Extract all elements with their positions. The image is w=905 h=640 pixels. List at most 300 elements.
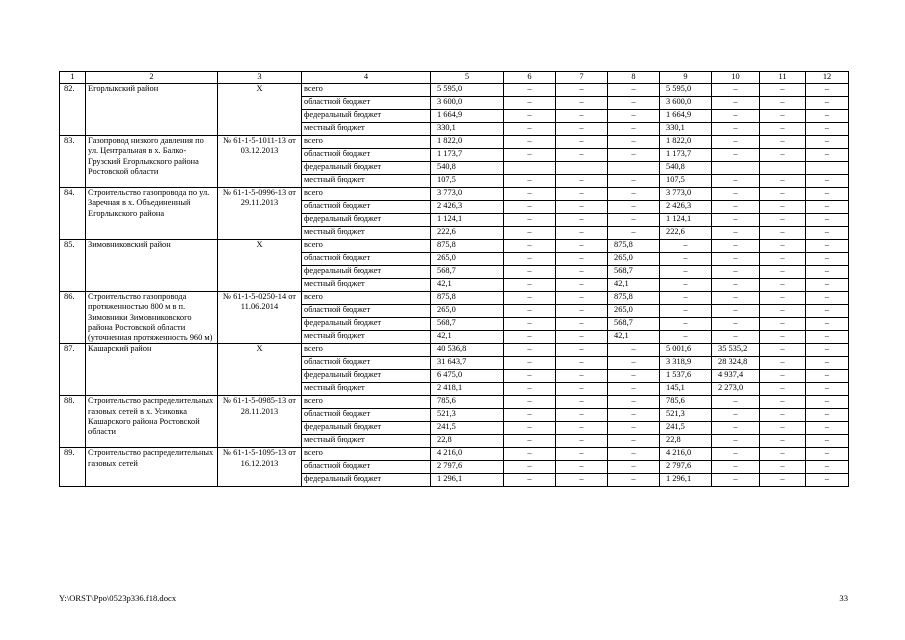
- amount-cell: –: [712, 227, 760, 240]
- footer-file-path: Y:\ORST\Ppo\0523p336.f18.docx: [59, 593, 177, 603]
- funding-source: всего: [302, 136, 431, 149]
- amount-cell: –: [556, 84, 608, 97]
- funding-source: всего: [302, 188, 431, 201]
- header-row: [60, 72, 849, 84]
- amount-cell: –: [760, 97, 806, 110]
- amount-cell: –: [760, 461, 806, 474]
- amount-cell: –: [760, 214, 806, 227]
- amount-cell: –: [806, 474, 849, 487]
- amount-cell: 330,1: [431, 123, 504, 136]
- amount-cell: 265,0: [608, 305, 660, 318]
- amount-cell: 1 822,0: [431, 136, 504, 149]
- amount-cell: –: [608, 175, 660, 188]
- amount-cell: 785,6: [660, 396, 712, 409]
- amount-cell: 265,0: [608, 253, 660, 266]
- amount-cell: 2 797,6: [431, 461, 504, 474]
- document-code: № 61-1-5-0996-13 от 29.11.2013: [218, 188, 302, 240]
- amount-cell: –: [760, 435, 806, 448]
- amount-cell: –: [806, 175, 849, 188]
- amount-cell: –: [556, 110, 608, 123]
- amount-cell: –: [608, 357, 660, 370]
- amount-cell: –: [660, 331, 712, 344]
- table-row: [60, 136, 849, 149]
- amount-cell: 568,7: [431, 266, 504, 279]
- funding-source: федеральный бюджет: [302, 318, 431, 331]
- amount-cell: –: [556, 240, 608, 253]
- amount-cell: –: [760, 175, 806, 188]
- amount-cell: 1 124,1: [431, 214, 504, 227]
- amount-cell: 35 535,2: [712, 344, 760, 357]
- amount-cell: –: [806, 279, 849, 292]
- amount-cell: –: [712, 149, 760, 162]
- amount-cell: –: [806, 123, 849, 136]
- amount-cell: –: [806, 136, 849, 149]
- amount-cell: –: [608, 84, 660, 97]
- amount-cell: –: [806, 461, 849, 474]
- row-number: 89.: [60, 448, 86, 487]
- amount-cell: 4 216,0: [660, 448, 712, 461]
- amount-cell: –: [504, 227, 556, 240]
- amount-cell: –: [806, 201, 849, 214]
- amount-cell: –: [712, 396, 760, 409]
- amount-cell: 5 595,0: [660, 84, 712, 97]
- amount-cell: 145,1: [660, 383, 712, 396]
- table-row: [60, 240, 849, 253]
- document-code: № 61-1-5-0250-14 от 11.06.2014: [218, 292, 302, 344]
- column-header-12: 12: [806, 72, 849, 84]
- amount-cell: –: [806, 110, 849, 123]
- amount-cell: –: [556, 409, 608, 422]
- table-row: [60, 344, 849, 357]
- amount-cell: –: [556, 448, 608, 461]
- document-code: № 61-1-5-0985-13 от 28.11.2013: [218, 396, 302, 448]
- amount-cell: –: [504, 344, 556, 357]
- amount-cell: –: [608, 409, 660, 422]
- amount-cell: –: [504, 370, 556, 383]
- amount-cell: –: [806, 448, 849, 461]
- funding-source: областной бюджет: [302, 201, 431, 214]
- amount-cell: –: [712, 188, 760, 201]
- amount-cell: –: [556, 461, 608, 474]
- amount-cell: –: [806, 97, 849, 110]
- amount-cell: –: [608, 370, 660, 383]
- funding-source: всего: [302, 344, 431, 357]
- amount-cell: –: [608, 383, 660, 396]
- amount-cell: –: [712, 123, 760, 136]
- amount-cell: 540,8: [660, 162, 712, 175]
- row-number: 82.: [60, 84, 86, 136]
- amount-cell: 1 173,7: [660, 149, 712, 162]
- amount-cell: –: [760, 370, 806, 383]
- amount-cell: –: [608, 422, 660, 435]
- amount-cell: –: [504, 279, 556, 292]
- amount-cell: [608, 162, 660, 175]
- funding-source: областной бюджет: [302, 461, 431, 474]
- amount-cell: 2 426,3: [431, 201, 504, 214]
- amount-cell: 875,8: [431, 292, 504, 305]
- amount-cell: –: [712, 201, 760, 214]
- funding-source: областной бюджет: [302, 253, 431, 266]
- amount-cell: 3 600,0: [431, 97, 504, 110]
- amount-cell: 4 216,0: [431, 448, 504, 461]
- amount-cell: –: [806, 344, 849, 357]
- amount-cell: –: [806, 357, 849, 370]
- amount-cell: –: [504, 240, 556, 253]
- amount-cell: 22,8: [431, 435, 504, 448]
- amount-cell: –: [806, 292, 849, 305]
- funding-source: областной бюджет: [302, 409, 431, 422]
- row-number: 85.: [60, 240, 86, 292]
- object-name: Егорлыкский район: [86, 84, 218, 136]
- amount-cell: –: [760, 474, 806, 487]
- amount-cell: –: [608, 136, 660, 149]
- amount-cell: [760, 162, 806, 175]
- amount-cell: –: [760, 123, 806, 136]
- amount-cell: –: [660, 266, 712, 279]
- amount-cell: –: [712, 461, 760, 474]
- amount-cell: –: [806, 149, 849, 162]
- amount-cell: –: [806, 227, 849, 240]
- amount-cell: –: [556, 318, 608, 331]
- funding-source: областной бюджет: [302, 305, 431, 318]
- amount-cell: –: [760, 266, 806, 279]
- amount-cell: 222,6: [660, 227, 712, 240]
- amount-cell: –: [608, 123, 660, 136]
- funding-source: всего: [302, 448, 431, 461]
- amount-cell: –: [608, 448, 660, 461]
- amount-cell: –: [712, 422, 760, 435]
- amount-cell: –: [608, 97, 660, 110]
- funding-source: всего: [302, 292, 431, 305]
- column-header-4: 4: [302, 72, 431, 84]
- amount-cell: –: [504, 84, 556, 97]
- object-name: Кашарский район: [86, 344, 218, 396]
- amount-cell: 568,7: [608, 318, 660, 331]
- object-name: Строительство газопровода по ул. Заречная в х. Объединенный Егорлыкского района: [86, 188, 218, 240]
- amount-cell: 875,8: [431, 240, 504, 253]
- amount-cell: –: [760, 227, 806, 240]
- amount-cell: 3 773,0: [431, 188, 504, 201]
- amount-cell: 521,3: [431, 409, 504, 422]
- amount-cell: 5 001,6: [660, 344, 712, 357]
- amount-cell: [556, 162, 608, 175]
- amount-cell: –: [504, 97, 556, 110]
- funding-source: местный бюджет: [302, 123, 431, 136]
- object-name: Строительство газопровода протяженностью 800 м в п. Зимовники Зимовниковского района Ростовской области (уточненная протяженность 960 м): [86, 292, 218, 344]
- row-number: 88.: [60, 396, 86, 448]
- column-header-1: 1: [60, 72, 86, 84]
- amount-cell: 785,6: [431, 396, 504, 409]
- amount-cell: –: [806, 240, 849, 253]
- amount-cell: –: [760, 409, 806, 422]
- amount-cell: –: [760, 240, 806, 253]
- funding-source: всего: [302, 396, 431, 409]
- funding-source: федеральный бюджет: [302, 266, 431, 279]
- funding-source: местный бюджет: [302, 279, 431, 292]
- amount-cell: –: [608, 188, 660, 201]
- amount-cell: –: [504, 175, 556, 188]
- amount-cell: –: [504, 396, 556, 409]
- amount-cell: –: [556, 370, 608, 383]
- amount-cell: –: [556, 214, 608, 227]
- amount-cell: 4 937,4: [712, 370, 760, 383]
- amount-cell: –: [556, 383, 608, 396]
- amount-cell: 42,1: [431, 279, 504, 292]
- amount-cell: –: [806, 422, 849, 435]
- amount-cell: –: [556, 97, 608, 110]
- object-name: Газопровод низкого давления по ул. Центральная в х. Балко-Грузский Егорлыкского района Ростовской области: [86, 136, 218, 188]
- funding-source: федеральный бюджет: [302, 422, 431, 435]
- table-row: [60, 448, 849, 461]
- funding-source: федеральный бюджет: [302, 370, 431, 383]
- amount-cell: 1 173,7: [431, 149, 504, 162]
- amount-cell: 2 426,3: [660, 201, 712, 214]
- amount-cell: –: [760, 84, 806, 97]
- amount-cell: –: [760, 448, 806, 461]
- amount-cell: 1 296,1: [660, 474, 712, 487]
- object-name: Строительство распределительных газовых сетей: [86, 448, 218, 487]
- amount-cell: –: [608, 201, 660, 214]
- amount-cell: –: [608, 227, 660, 240]
- row-number: 83.: [60, 136, 86, 188]
- amount-cell: –: [806, 188, 849, 201]
- column-header-10: 10: [712, 72, 760, 84]
- amount-cell: [504, 162, 556, 175]
- amount-cell: –: [712, 279, 760, 292]
- amount-cell: –: [806, 435, 849, 448]
- amount-cell: –: [504, 461, 556, 474]
- document-code: № 61-1-5-1095-13 от 16.12.2013: [218, 448, 302, 487]
- amount-cell: 521,3: [660, 409, 712, 422]
- amount-cell: –: [504, 422, 556, 435]
- amount-cell: 241,5: [660, 422, 712, 435]
- amount-cell: –: [712, 240, 760, 253]
- amount-cell: –: [556, 435, 608, 448]
- amount-cell: –: [556, 136, 608, 149]
- amount-cell: –: [712, 331, 760, 344]
- funding-source: всего: [302, 240, 431, 253]
- amount-cell: –: [608, 396, 660, 409]
- amount-cell: –: [556, 266, 608, 279]
- amount-cell: –: [556, 175, 608, 188]
- amount-cell: –: [504, 448, 556, 461]
- amount-cell: –: [806, 331, 849, 344]
- funding-source: местный бюджет: [302, 383, 431, 396]
- amount-cell: –: [556, 201, 608, 214]
- object-name: Зимовниковский район: [86, 240, 218, 292]
- amount-cell: –: [556, 188, 608, 201]
- amount-cell: –: [712, 84, 760, 97]
- amount-cell: –: [806, 396, 849, 409]
- amount-cell: –: [760, 188, 806, 201]
- amount-cell: –: [806, 253, 849, 266]
- amount-cell: 1 296,1: [431, 474, 504, 487]
- amount-cell: –: [660, 292, 712, 305]
- amount-cell: 241,5: [431, 422, 504, 435]
- amount-cell: –: [712, 136, 760, 149]
- column-header-3: 3: [218, 72, 302, 84]
- amount-cell: –: [760, 201, 806, 214]
- amount-cell: –: [504, 383, 556, 396]
- document-code: Х: [218, 240, 302, 292]
- amount-cell: –: [806, 266, 849, 279]
- amount-cell: –: [556, 422, 608, 435]
- amount-cell: 265,0: [431, 305, 504, 318]
- funding-source: федеральный бюджет: [302, 474, 431, 487]
- amount-cell: –: [712, 409, 760, 422]
- amount-cell: 31 643,7: [431, 357, 504, 370]
- funding-source: федеральный бюджет: [302, 162, 431, 175]
- amount-cell: –: [504, 110, 556, 123]
- table-row: [60, 188, 849, 201]
- amount-cell: –: [712, 214, 760, 227]
- amount-cell: 2 797,6: [660, 461, 712, 474]
- amount-cell: 3 773,0: [660, 188, 712, 201]
- amount-cell: –: [504, 409, 556, 422]
- amount-cell: 5 595,0: [431, 84, 504, 97]
- funding-source: областной бюджет: [302, 357, 431, 370]
- amount-cell: 22,8: [660, 435, 712, 448]
- amount-cell: –: [806, 318, 849, 331]
- amount-cell: –: [806, 305, 849, 318]
- amount-cell: 2 273,0: [712, 383, 760, 396]
- amount-cell: –: [760, 357, 806, 370]
- amount-cell: –: [556, 292, 608, 305]
- column-header-5: 5: [431, 72, 504, 84]
- funding-source: местный бюджет: [302, 435, 431, 448]
- amount-cell: –: [556, 331, 608, 344]
- table-row: [60, 84, 849, 97]
- amount-cell: 2 418,1: [431, 383, 504, 396]
- amount-cell: –: [712, 253, 760, 266]
- column-header-2: 2: [86, 72, 218, 84]
- funding-source: местный бюджет: [302, 331, 431, 344]
- amount-cell: –: [760, 331, 806, 344]
- amount-cell: 568,7: [608, 266, 660, 279]
- amount-cell: 107,5: [431, 175, 504, 188]
- page-number: 33: [839, 593, 848, 603]
- row-number: 86.: [60, 292, 86, 344]
- amount-cell: –: [608, 474, 660, 487]
- amount-cell: –: [660, 305, 712, 318]
- document-code: Х: [218, 84, 302, 136]
- amount-cell: –: [760, 292, 806, 305]
- amount-cell: –: [806, 214, 849, 227]
- amount-cell: –: [760, 253, 806, 266]
- amount-cell: –: [504, 201, 556, 214]
- column-header-8: 8: [608, 72, 660, 84]
- amount-cell: 875,8: [608, 240, 660, 253]
- amount-cell: [806, 162, 849, 175]
- amount-cell: –: [760, 422, 806, 435]
- amount-cell: –: [760, 344, 806, 357]
- amount-cell: [712, 162, 760, 175]
- amount-cell: –: [806, 409, 849, 422]
- amount-cell: 330,1: [660, 123, 712, 136]
- amount-cell: –: [556, 474, 608, 487]
- amount-cell: –: [806, 84, 849, 97]
- amount-cell: –: [806, 383, 849, 396]
- amount-cell: –: [660, 253, 712, 266]
- amount-cell: –: [504, 318, 556, 331]
- amount-cell: –: [608, 461, 660, 474]
- amount-cell: –: [556, 344, 608, 357]
- document-code: Х: [218, 344, 302, 396]
- amount-cell: –: [712, 292, 760, 305]
- amount-cell: –: [556, 227, 608, 240]
- amount-cell: 1 124,1: [660, 214, 712, 227]
- row-number: 87.: [60, 344, 86, 396]
- amount-cell: –: [504, 331, 556, 344]
- funding-source: всего: [302, 84, 431, 97]
- table-row: [60, 396, 849, 409]
- amount-cell: 42,1: [431, 331, 504, 344]
- amount-cell: 3 318,9: [660, 357, 712, 370]
- amount-cell: 3 600,0: [660, 97, 712, 110]
- amount-cell: 568,7: [431, 318, 504, 331]
- amount-cell: 265,0: [431, 253, 504, 266]
- amount-cell: –: [760, 279, 806, 292]
- amount-cell: –: [504, 435, 556, 448]
- amount-cell: –: [504, 188, 556, 201]
- amount-cell: –: [504, 357, 556, 370]
- funding-source: федеральный бюджет: [302, 214, 431, 227]
- amount-cell: –: [712, 305, 760, 318]
- amount-cell: –: [608, 344, 660, 357]
- amount-cell: –: [760, 383, 806, 396]
- amount-cell: 222,6: [431, 227, 504, 240]
- column-header-6: 6: [504, 72, 556, 84]
- amount-cell: –: [760, 396, 806, 409]
- amount-cell: –: [504, 292, 556, 305]
- amount-cell: –: [660, 318, 712, 331]
- amount-cell: –: [712, 474, 760, 487]
- amount-cell: –: [660, 240, 712, 253]
- amount-cell: –: [806, 370, 849, 383]
- amount-cell: –: [712, 448, 760, 461]
- column-header-11: 11: [760, 72, 806, 84]
- amount-cell: 1 822,0: [660, 136, 712, 149]
- amount-cell: –: [556, 123, 608, 136]
- amount-cell: –: [504, 253, 556, 266]
- amount-cell: –: [556, 357, 608, 370]
- row-number: 84.: [60, 188, 86, 240]
- amount-cell: –: [760, 136, 806, 149]
- funding-source: местный бюджет: [302, 175, 431, 188]
- amount-cell: –: [712, 175, 760, 188]
- amount-cell: –: [504, 474, 556, 487]
- amount-cell: –: [504, 123, 556, 136]
- amount-cell: –: [608, 435, 660, 448]
- column-header-9: 9: [660, 72, 712, 84]
- table-row: [60, 292, 849, 305]
- amount-cell: –: [608, 214, 660, 227]
- amount-cell: 6 475,0: [431, 370, 504, 383]
- amount-cell: 875,8: [608, 292, 660, 305]
- amount-cell: –: [556, 253, 608, 266]
- amount-cell: –: [504, 214, 556, 227]
- amount-cell: 1 537,6: [660, 370, 712, 383]
- object-name: Строительство распределительных газовых сетей в х. Усиковка Кашарского района Ростовской области: [86, 396, 218, 448]
- amount-cell: 540,8: [431, 162, 504, 175]
- amount-cell: 42,1: [608, 331, 660, 344]
- amount-cell: 40 536,8: [431, 344, 504, 357]
- amount-cell: –: [556, 279, 608, 292]
- funding-source: местный бюджет: [302, 227, 431, 240]
- amount-cell: –: [556, 149, 608, 162]
- amount-cell: –: [760, 305, 806, 318]
- funding-source: областной бюджет: [302, 149, 431, 162]
